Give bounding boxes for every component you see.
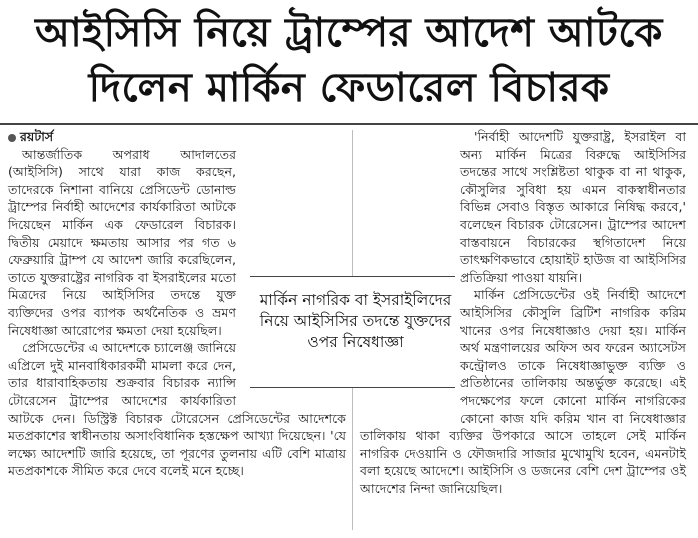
article-paragraph-1: আন্তর্জাতিক অপরাধ আদালতের (আইসিসি) সাথে যারা কাজ করছেন, তাদেরকে নিশানা বানিয়ে প্রেসিডেন্ট ডোনাল্ড ট্রাম্পের নির্বাহী আদেশের কার্যকারিতা আটকে দিয়েছেন মার্কিন এক ফেডারেল বিচারক। দ্বিতীয় মেয়াদে ক্ষমতায় আসার পর গত ৬ ফেব্রুয়ারি ট্রাম্প যে আদেশ জারি করেছিলেন, তাতে যুক্তরাষ্ট্রের নাগরিক বা ইসরাইলের মতো মিত্রদের নিয়ে আইসিসির তদন্তে যুক্ত ব্যক্তিদের ওপর ব্যাপক অর্থনৈতিক ও ভ্রমণ নিষেধাজ্ঞা আরোপের ক্ষমতা দেয়া হয়েছিল। (8, 146, 236, 338)
headline (0, 6, 698, 116)
byline (8, 128, 346, 146)
pull-quote: মার্কিন নাগরিক বা ইসরাইলিদের নিয়ে আইসিসির তদন্তে যুক্তদের ওপর নিষেধাজ্ঞা (259, 291, 452, 351)
headline-rule (0, 123, 698, 125)
headline-line-1: আইসিসি নিয়ে ট্রাম্পের আদেশ আটকে (35, 10, 663, 56)
bullet-icon (8, 134, 16, 142)
article-paragraph-4: মার্কিন প্রেসিডেন্টের ওই নির্বাহী আদেশে আইসিসির কৌসুলি ব্রিটিশ নাগরিক করিম খানের ওপর নিষেধাজ্ঞাও দেয়া হয়। মার্কিন অর্থ মন্ত্রণালয়ের অফিস অব ফরেন অ্যাসেটস কন্ট্রোলও তাকে নিষেধাজ্ঞাভুক্ত ব্যক্তি ও প্রতিষ্ঠানের তালিকায় অন্তর্ভুক্ত করেছে। এই পদক্ষেপের ফলে কোনো মার্কিন নাগরিকের কোনো কাজ যদি করিম খান বা নিষেধাজ্ঞার তালিকায় থাকা ব্যক্তির উপকারে আসে তাহলে সেই মার্কিন নাগরিক দেওয়ানি ও ফৌজদারি সাজার মুখোমুখি হবেন, এমনটাই বলা হয়েছে আদেশে। আইসিসি ও ডজনের বেশি দেশ ট্রাম্পের ওই আদেশের নিন্দা জানিয়েছিল। (360, 287, 686, 496)
article-paragraph-3: 'নির্বাহী আদেশটি যুক্তরাষ্ট্র, ইসরাইল বা অন্য মার্কিন মিত্রের বিরুদ্ধে আইসিসির তদন্তের সাথে সংশ্লিষ্টতা থাকুক বা না থাকুক, কৌসুলির সুবিধা হয় এমন বাকস্বাধীনতার বিভিন্ন সেবাও বিস্তৃত আকারে নিষিদ্ধ করবে,' বলেছেন বিচারক টোরেসেন। ট্রাম্পের আদেশ বাস্তবায়নে বিচারকের স্থগিতাদেশ নিয়ে তাৎক্ষণিকভাবে হোয়াইট হাউজ বা আইসিসির প্রতিক্রিয়া পাওয়া যায়নি। (460, 129, 686, 285)
article-paragraph-2: প্রেসিডেন্টের এ আদেশকে চ্যালেঞ্জ জানিয়ে এপ্রিলে দুই মানবাধিকারকর্মী মামলা করে দেন, তার ধারাবাহিকতায় শুক্রবার বিচারক ন্যান্সি টোরেসেন ট্রাম্পের আদেশের কার্যকারিতা আটকে দেন। ডিস্ট্রিক্ট বিচারক টোরেসেন প্রেসিডেন্টের আদেশকে মতপ্রকাশের স্বাধীনতায় অসাংবিধানিক হস্তক্ষেপ আখ্যা দিয়েছেন। 'যে লক্ষ্যে আদেশটি জারি হয়েছে, তা পূরণের তুলনায় এটি বেশি মাত্রায় মতপ্রকাশকে সীমিত করে দেবে বলেই মনে হচ্ছে। (8, 340, 346, 479)
byline-text: রয়টার্স (20, 129, 54, 144)
headline-line-2: দিলেন মার্কিন ফেডারেল বিচারক (88, 65, 610, 111)
